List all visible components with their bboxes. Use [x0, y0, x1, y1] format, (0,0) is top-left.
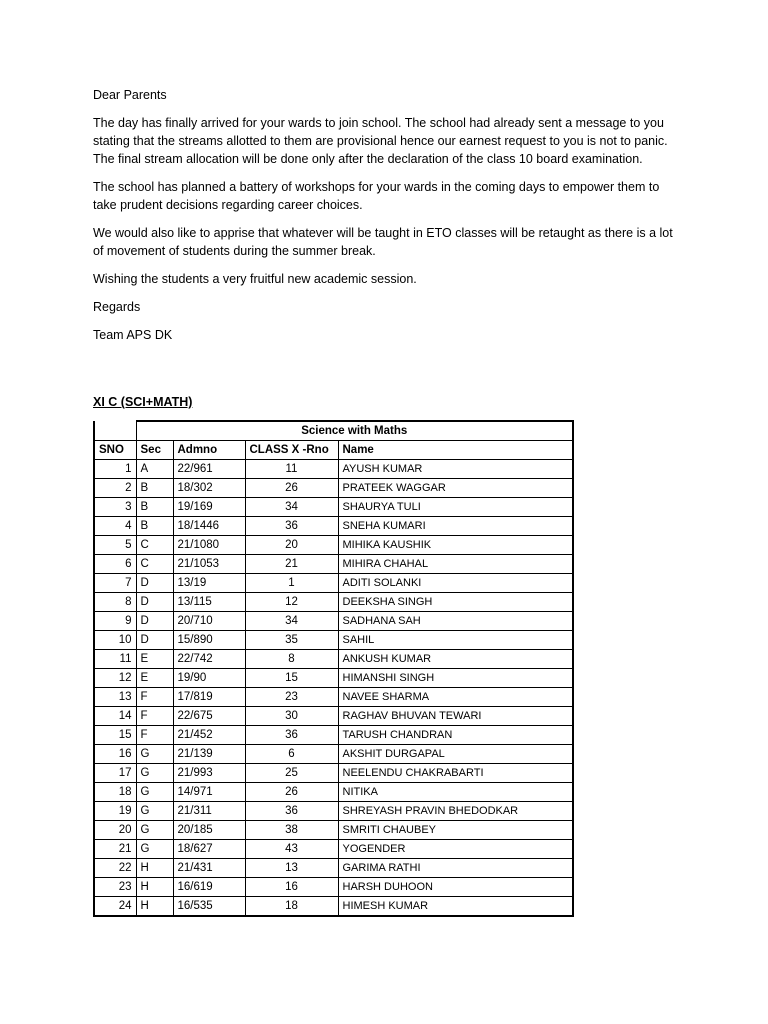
table-row	[94, 479, 573, 498]
cell-sno: 15	[94, 726, 136, 745]
cell-admno: 18/302	[173, 479, 245, 498]
cell-admno: 22/675	[173, 707, 245, 726]
cell-sno: 23	[94, 878, 136, 897]
cell-name: SHAURYA TULI	[338, 498, 573, 517]
cell-admno: 20/185	[173, 821, 245, 840]
cell-sec: E	[136, 650, 173, 669]
col-header-sno: SNO	[94, 441, 136, 460]
cell-admno: 21/1080	[173, 536, 245, 555]
cell-admno: 22/961	[173, 460, 245, 479]
group-header: Science with Maths	[136, 421, 573, 441]
cell-sec: C	[136, 536, 173, 555]
cell-sno: 11	[94, 650, 136, 669]
cell-class-rno: 12	[245, 593, 338, 612]
cell-sno: 7	[94, 574, 136, 593]
table-row	[94, 536, 573, 555]
cell-admno: 14/971	[173, 783, 245, 802]
salutation: Dear Parents	[93, 88, 167, 102]
cell-name: SAHIL	[338, 631, 573, 650]
cell-name: DEEKSHA SINGH	[338, 593, 573, 612]
table-row	[94, 669, 573, 688]
table-row	[94, 764, 573, 783]
cell-sec: B	[136, 498, 173, 517]
cell-sec: A	[136, 460, 173, 479]
table-row	[94, 688, 573, 707]
cell-sno: 22	[94, 859, 136, 878]
section-title: XI C (SCI+MATH)	[93, 395, 193, 409]
cell-name: TARUSH CHANDRAN	[338, 726, 573, 745]
cell-name: AYUSH KUMAR	[338, 460, 573, 479]
signature: Team APS DK	[93, 328, 173, 342]
cell-class-rno: 30	[245, 707, 338, 726]
cell-admno: 21/139	[173, 745, 245, 764]
cell-sec: G	[136, 745, 173, 764]
cell-sno: 14	[94, 707, 136, 726]
table-row	[94, 878, 573, 897]
cell-sec: G	[136, 802, 173, 821]
cell-class-rno: 20	[245, 536, 338, 555]
cell-admno: 13/115	[173, 593, 245, 612]
col-header-name: Name	[338, 441, 573, 460]
cell-name: PRATEEK WAGGAR	[338, 479, 573, 498]
cell-sec: B	[136, 479, 173, 498]
cell-admno: 15/890	[173, 631, 245, 650]
cell-sno: 9	[94, 612, 136, 631]
table-row	[94, 802, 573, 821]
cell-sno: 3	[94, 498, 136, 517]
cell-admno: 16/619	[173, 878, 245, 897]
cell-admno: 18/1446	[173, 517, 245, 536]
cell-name: SADHANA SAH	[338, 612, 573, 631]
table-row	[94, 783, 573, 802]
cell-sec: D	[136, 574, 173, 593]
col-header-sec: Sec	[136, 441, 173, 460]
letter-paragraph: The school has planned a battery of workshops for your wards in the coming days to empower them to take prudent decisions regarding career choices.	[93, 180, 660, 212]
cell-class-rno: 36	[245, 802, 338, 821]
cell-class-rno: 13	[245, 859, 338, 878]
cell-sec: B	[136, 517, 173, 536]
cell-name: RAGHAV BHUVAN TEWARI	[338, 707, 573, 726]
cell-sno: 4	[94, 517, 136, 536]
cell-sec: F	[136, 726, 173, 745]
table-row	[94, 612, 573, 631]
cell-admno: 16/535	[173, 897, 245, 917]
cell-sno: 8	[94, 593, 136, 612]
cell-sec: D	[136, 612, 173, 631]
cell-class-rno: 8	[245, 650, 338, 669]
cell-admno: 21/993	[173, 764, 245, 783]
cell-sec: D	[136, 631, 173, 650]
cell-sno: 10	[94, 631, 136, 650]
cell-sec: F	[136, 688, 173, 707]
cell-class-rno: 18	[245, 897, 338, 917]
cell-class-rno: 26	[245, 479, 338, 498]
table-row	[94, 650, 573, 669]
cell-sno: 21	[94, 840, 136, 859]
cell-class-rno: 34	[245, 612, 338, 631]
cell-name: SHREYASH PRAVIN BHEDODKAR	[338, 802, 573, 821]
table-row	[94, 745, 573, 764]
table-row	[94, 460, 573, 479]
table-row	[94, 821, 573, 840]
cell-admno: 18/627	[173, 840, 245, 859]
cell-name: ANKUSH KUMAR	[338, 650, 573, 669]
col-header-class-rno: CLASS X -Rno	[245, 441, 338, 460]
cell-name: HIMANSHI SINGH	[338, 669, 573, 688]
cell-name: NITIKA	[338, 783, 573, 802]
parent-letter	[93, 86, 683, 354]
cell-name: GARIMA RATHI	[338, 859, 573, 878]
cell-admno: 17/819	[173, 688, 245, 707]
cell-sno: 2	[94, 479, 136, 498]
table-row	[94, 593, 573, 612]
table-row	[94, 555, 573, 574]
table-row	[94, 574, 573, 593]
cell-name: SMRITI CHAUBEY	[338, 821, 573, 840]
table-row	[94, 631, 573, 650]
col-header-admno: Admno	[173, 441, 245, 460]
cell-sno: 18	[94, 783, 136, 802]
cell-sec: C	[136, 555, 173, 574]
cell-sno: 5	[94, 536, 136, 555]
cell-admno: 20/710	[173, 612, 245, 631]
table-corner-blank	[94, 421, 136, 441]
cell-sec: H	[136, 859, 173, 878]
cell-name: NEELENDU CHAKRABARTI	[338, 764, 573, 783]
cell-sec: F	[136, 707, 173, 726]
cell-sec: G	[136, 821, 173, 840]
cell-admno: 22/742	[173, 650, 245, 669]
cell-class-rno: 38	[245, 821, 338, 840]
table-body	[94, 460, 573, 917]
cell-class-rno: 26	[245, 783, 338, 802]
cell-admno: 19/90	[173, 669, 245, 688]
cell-name: ADITI SOLANKI	[338, 574, 573, 593]
cell-name: MIHIRA CHAHAL	[338, 555, 573, 574]
table-row	[94, 859, 573, 878]
cell-sno: 19	[94, 802, 136, 821]
table-row	[94, 517, 573, 536]
cell-admno: 19/169	[173, 498, 245, 517]
cell-class-rno: 1	[245, 574, 338, 593]
letter-paragraph: The day has finally arrived for your wards to join school. The school had already sent a message to you stating that the streams allotted to them are provisional hence our earnest request to you is not to panic. The final stream allocation will be done only after the declaration of the class 10 board examination.	[93, 116, 668, 166]
cell-name: SNEHA KUMARI	[338, 517, 573, 536]
letter-paragraph: Wishing the students a very fruitful new academic session.	[93, 272, 417, 286]
cell-sno: 6	[94, 555, 136, 574]
cell-sec: H	[136, 897, 173, 917]
cell-sec: G	[136, 783, 173, 802]
cell-class-rno: 35	[245, 631, 338, 650]
cell-admno: 21/452	[173, 726, 245, 745]
cell-sno: 17	[94, 764, 136, 783]
cell-class-rno: 15	[245, 669, 338, 688]
cell-sec: D	[136, 593, 173, 612]
cell-sno: 1	[94, 460, 136, 479]
cell-class-rno: 36	[245, 726, 338, 745]
student-table	[93, 420, 574, 917]
cell-sno: 24	[94, 897, 136, 917]
cell-name: HARSH DUHOON	[338, 878, 573, 897]
table-row	[94, 498, 573, 517]
table-row	[94, 707, 573, 726]
cell-class-rno: 6	[245, 745, 338, 764]
cell-admno: 21/431	[173, 859, 245, 878]
table-row	[94, 897, 573, 917]
cell-class-rno: 43	[245, 840, 338, 859]
cell-class-rno: 25	[245, 764, 338, 783]
cell-sno: 13	[94, 688, 136, 707]
cell-sno: 12	[94, 669, 136, 688]
cell-sno: 16	[94, 745, 136, 764]
cell-sec: G	[136, 840, 173, 859]
cell-admno: 21/311	[173, 802, 245, 821]
table-row	[94, 726, 573, 745]
cell-name: HIMESH KUMAR	[338, 897, 573, 917]
cell-class-rno: 23	[245, 688, 338, 707]
cell-sno: 20	[94, 821, 136, 840]
cell-class-rno: 21	[245, 555, 338, 574]
cell-sec: H	[136, 878, 173, 897]
cell-admno: 13/19	[173, 574, 245, 593]
cell-name: AKSHIT DURGAPAL	[338, 745, 573, 764]
letter-paragraph: We would also like to apprise that whatever will be taught in ETO classes will be retaught as there is a lot of movement of students during the summer break.	[93, 226, 673, 258]
closing: Regards	[93, 300, 141, 314]
cell-class-rno: 11	[245, 460, 338, 479]
cell-name: MIHIKA KAUSHIK	[338, 536, 573, 555]
cell-sec: G	[136, 764, 173, 783]
table-header-row	[94, 441, 573, 460]
cell-name: YOGENDER	[338, 840, 573, 859]
cell-class-rno: 36	[245, 517, 338, 536]
table-group-row	[94, 421, 573, 441]
cell-class-rno: 34	[245, 498, 338, 517]
cell-name: NAVEE SHARMA	[338, 688, 573, 707]
cell-sec: E	[136, 669, 173, 688]
cell-class-rno: 16	[245, 878, 338, 897]
table-row	[94, 840, 573, 859]
cell-admno: 21/1053	[173, 555, 245, 574]
